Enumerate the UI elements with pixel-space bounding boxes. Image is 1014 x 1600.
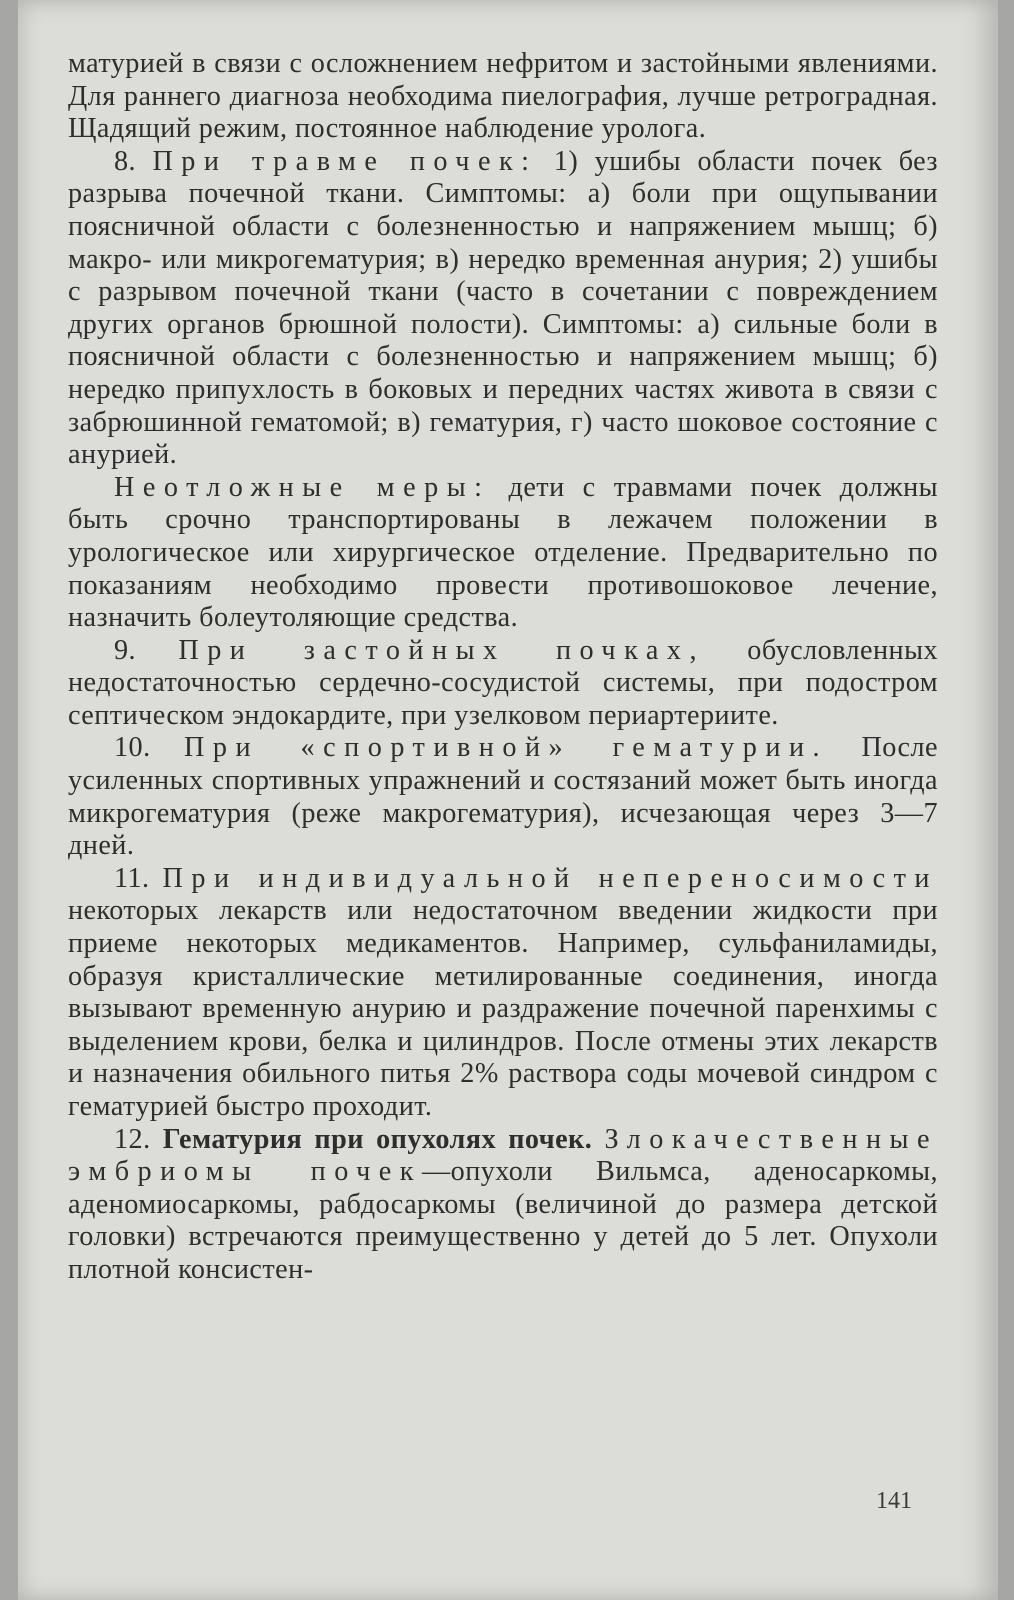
paragraph-text: После усиленных спортивных упражнений и состязаний может быть иногда микрогематурия (реже макрогематурия), исчезающая через 3—7 дней. [68,732,938,862]
paragraph-text: —опухоли Вильмса, аденосаркомы, аденомиосаркомы, рабдосаркомы (величиной до размера детской головки) встречаются преимущественно у детей до 5 лет. Опухоли плотной консистен- [68,1156,938,1285]
paragraph-continuation [68,48,938,146]
page-text [68,48,938,1287]
paragraph-11-drug-intolerance [68,863,938,1124]
paragraph-number: 12. [114,1123,151,1155]
paragraph-text: 1) ушибы области почек без разрыва почечной ткани. Симптомы: а) боли при ощупывании поясничной области с болезненностью и напряжением мышц; б) макро- или микрогематурия; в) нередко временная анурия; 2) ушибы с разрывом почечной ткани (часто в сочетании с повреждением других органов брюшной полости). Симптомы: а) сильные боли в поясничной области с болезненностью и напряжением мышц; б) нередко припухлость в боковых и передних частях живота в связи с забрюшинной гематомой; в) гематурия, г) часто шоковое состояние с анурией. [68,145,939,471]
paragraph-text: обусловленных недостаточностью сердечно-сосудистой системы, при подостром септическом эндокардите, при узелковом периартериите. [68,634,938,731]
spaced-heading: Неотложные меры: [114,471,491,503]
paragraph-text: матурией в связи с осложнением нефритом и застойными явлениями. Для раннего диагноза необходима пиелография, лучше ретроградная. Щадящий режим, постоянное наблюдение уролога. [68,48,938,145]
paragraph-number: 10. [114,732,151,764]
spaced-heading: При травме почек: [152,145,538,177]
paragraph-text: дети с травмами почек должны быть срочно транспортированы в лежачем положении в урологическое или хирургическое отделение. Предварительно по показаниям необходимо провести противошоковое лечение, назначить болеутоляющие средства. [68,471,938,634]
spaced-heading: При застойных почках, [178,634,706,666]
paragraph-number: 8. [114,145,137,177]
bold-heading: Гематурия при опухолях почек. [162,1123,593,1155]
paragraph-number: 11. [114,862,150,894]
paragraph-text: некоторых лекарств или недостаточном введении жидкости при приеме некоторых медикаментов. Например, сульфаниламиды, образуя кристаллические метилированные соединения, иногда вызывают временную анурию и раздражение почечной паренхимы с выделением крови, белка и цилиндров. После отмены этих лекарств и назначения обильного питья 2% раствора соды мочевой синдром с гематурией быстро проходит. [68,895,938,1122]
book-page [18,0,998,1600]
paragraph-number: 9. [114,634,137,666]
paragraph-urgent-measures [68,472,938,635]
paragraph-8-kidney-trauma [68,146,938,472]
spaced-heading: Злокачественные эмбриомы почек [68,1123,938,1188]
paragraph-10-sport-hematuria [68,732,938,862]
spaced-heading: При индивидуальной непереносимости [162,862,938,894]
paragraph-9-congested-kidneys [68,635,938,733]
spaced-heading: При «спортивной» гематурии. [184,732,829,764]
paragraph-12-kidney-tumors [68,1124,938,1287]
page-number: 141 [876,1488,912,1514]
